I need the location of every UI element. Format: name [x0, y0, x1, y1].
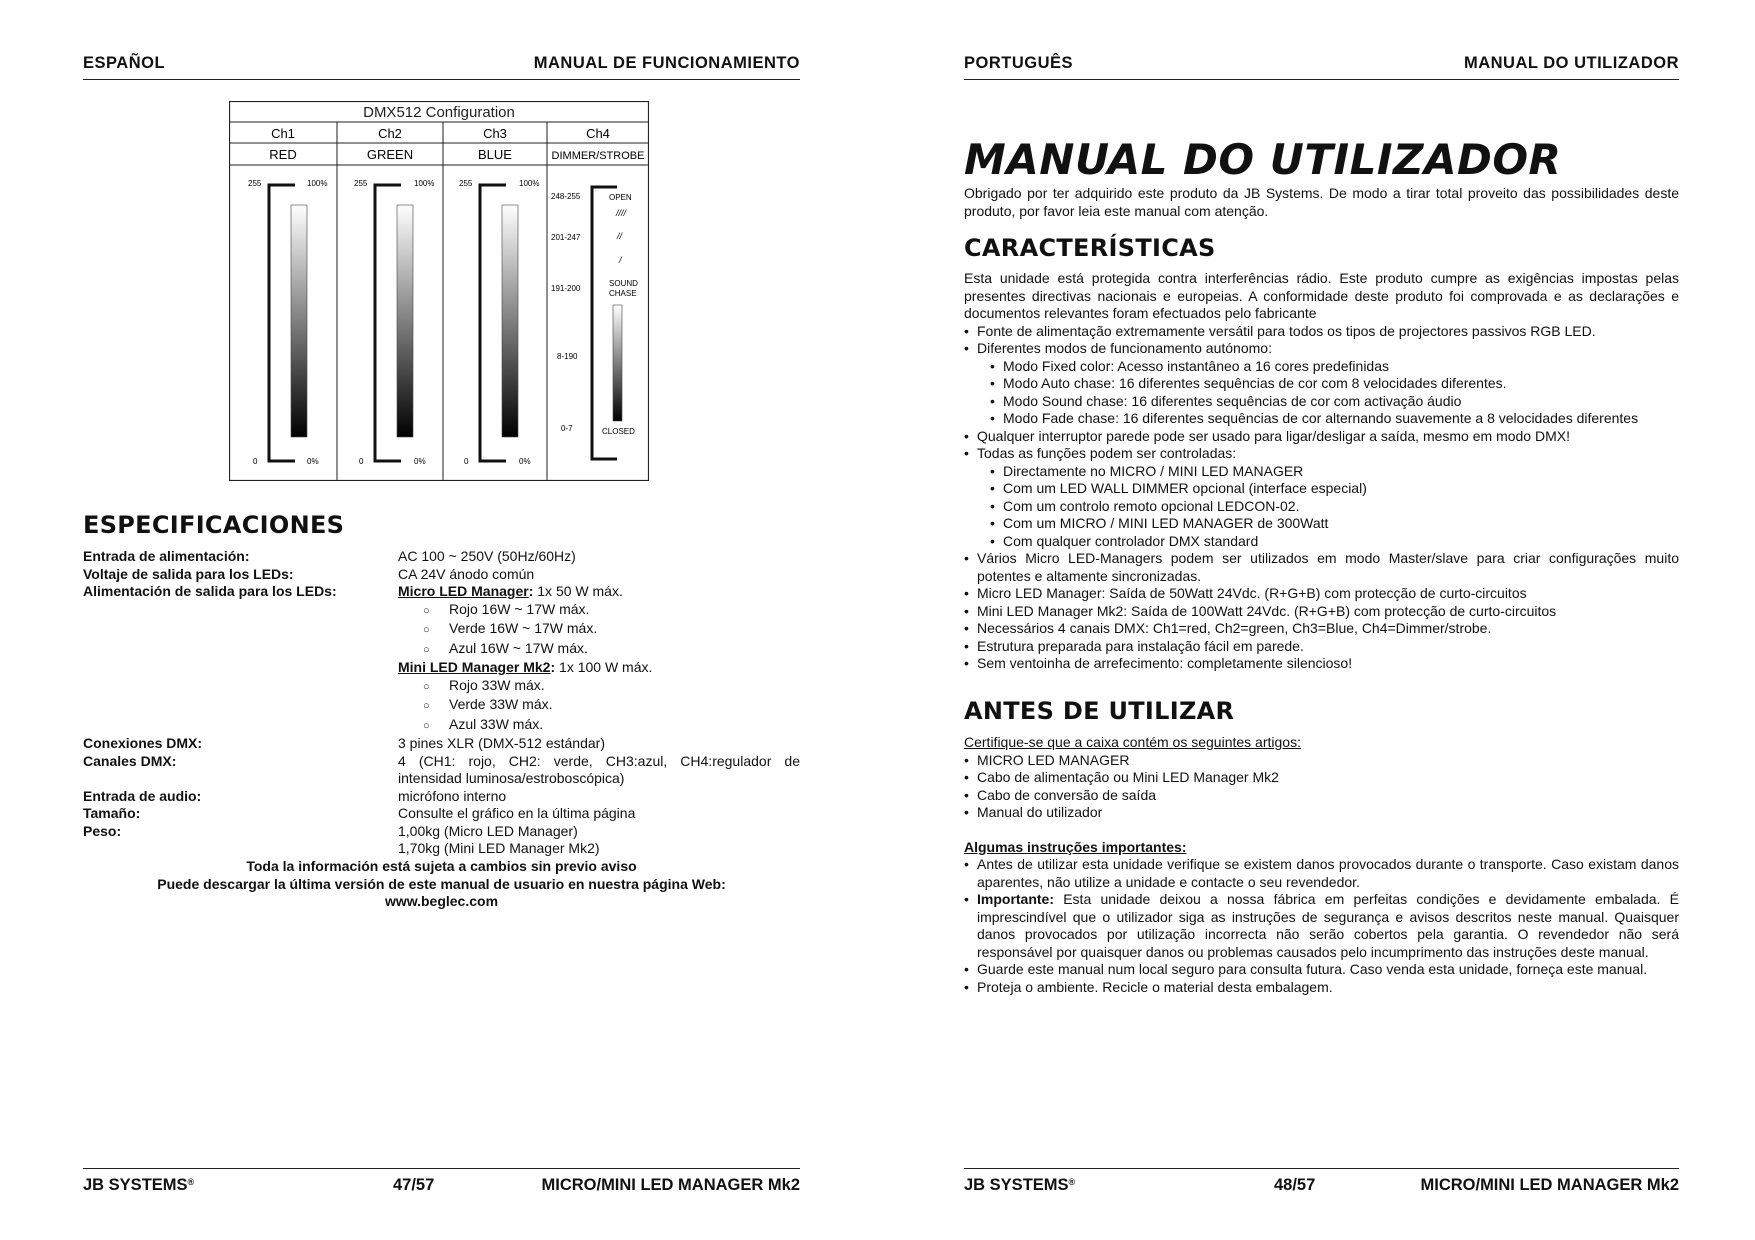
list-item: • Modo Auto chase: 16 diferentes sequências de cor com 8 velocidades diferentes. — [990, 375, 1679, 393]
mini-sublist-item: ○ Azul 33W máx. — [423, 715, 544, 732]
list-item: • Com qualquer controlador DMX standard — [990, 533, 1679, 551]
svg-text:0%: 0% — [307, 457, 319, 466]
page-header — [83, 55, 800, 80]
page-footer: JB SYSTEMS® 48/57 MICRO/MINI LED MANAGER Mk2 — [964, 1168, 1679, 1201]
features-title: CARACTERÍSTICAS — [964, 234, 1216, 262]
control-list — [964, 463, 1679, 551]
footer-product: MICRO/MINI LED MANAGER Mk2 — [541, 1176, 800, 1194]
svg-text:201-247: 201-247 — [551, 233, 581, 242]
dmx-ch4: Ch4 — [586, 126, 610, 141]
svg-text:////: //// — [616, 208, 627, 218]
svg-text:/: / — [619, 255, 622, 265]
svg-text:0: 0 — [253, 457, 258, 466]
ch1-fader — [248, 179, 327, 466]
list-item: • Cabo de conversão de saída — [964, 787, 1679, 805]
list-item: • Cabo de alimentação ou Mini LED Manager Mk2 — [964, 769, 1679, 787]
dmx-config-diagram — [229, 101, 649, 481]
micro-sublist-item: ○ Verde 16W ~ 17W máx. — [423, 620, 598, 636]
list-item: • Com um MICRO / MINI LED MANAGER de 300Watt — [990, 515, 1679, 533]
svg-text:255: 255 — [248, 179, 262, 188]
spec-row: Voltaje de salida para los LEDs: CA 24V ánodo común — [83, 565, 535, 582]
page-header — [964, 55, 1679, 80]
spec-row: Entrada de audio: micrófono interno — [83, 787, 507, 804]
dmx-color-blue: BLUE — [478, 147, 512, 162]
left-page — [83, 0, 800, 1240]
notice: Toda la información está sujeta a cambios sin previo aviso Puede descargar la última versión de este manual de usuario en nuestra página Web: www.beglec.com — [83, 858, 800, 911]
mini-sublist-item: ○ Verde 33W máx. — [423, 696, 553, 712]
document-title: MANUAL DO UTILIZADOR — [964, 135, 1562, 184]
footer-brand: JB SYSTEMS — [83, 1176, 188, 1194]
svg-text:0-7: 0-7 — [561, 424, 573, 433]
svg-text:191-200: 191-200 — [551, 284, 581, 293]
footer-product: MICRO/MINI LED MANAGER Mk2 — [1420, 1176, 1679, 1194]
page-footer: JB SYSTEMS® 47/57 MICRO/MINI LED MANAGER Mk2 — [83, 1168, 800, 1201]
list-item: • Sem ventoinha de arrefecimento: completamente silencioso! — [964, 655, 1679, 673]
header-language: PORTUGUÊS — [964, 54, 1074, 72]
list-item: • Diferentes modos de funcionamento autónomo: — [964, 340, 1679, 358]
svg-text:100%: 100% — [414, 179, 435, 188]
list-item: • Vários Micro LED-Managers podem ser utilizados em modo Master/slave para criar configurações muito potentes e altamente sincronizadas. — [964, 550, 1679, 585]
svg-text:CHASE: CHASE — [609, 289, 637, 298]
features-intro: Esta unidade está protegida contra interferências rádio. Este produto cumpre as exigências impostas pelas presentes directivas nacionais e europeias. A conformidade deste produto foi comprovada e as declarações e documentos relevantes foram efectuados pelo fabricante — [964, 270, 1679, 321]
list-item: • Proteja o ambiente. Recicle o material desta embalagem. — [964, 979, 1679, 997]
list-item: • Estrutura preparada para instalação fácil em parede. — [964, 638, 1679, 656]
website-link[interactable]: www.beglec.com — [384, 893, 499, 909]
list-item: • Fonte de alimentação extremamente versátil para todos os tipos de projectores passivos RGB LED. — [964, 323, 1679, 341]
header-language: ESPAÑOL — [83, 54, 166, 72]
before-use-section — [964, 734, 1679, 996]
page-number: 47/57 — [393, 1176, 435, 1194]
intro-paragraph: Obrigado por ter adquirido este produto da JB Systems. De modo a tirar total proveito das possibilidades deste produto, por favor leia este manual com atenção. — [964, 185, 1679, 219]
page-number: 48/57 — [1274, 1176, 1316, 1194]
spec-row: Peso: 1,00kg (Micro LED Manager) — [83, 822, 578, 839]
right-page — [964, 0, 1679, 1240]
box-check-heading: Certifique-se que a caixa contém os seguintes artigos: — [964, 734, 1301, 750]
header-title: MANUAL DO UTILIZADOR — [1463, 54, 1679, 72]
specs-title: ESPECIFICACIONES — [83, 511, 345, 539]
list-item: • MICRO LED MANAGER — [964, 752, 1679, 770]
list-item: • Directamente no MICRO / MINI LED MANAGER — [990, 463, 1679, 481]
list-item: • Modo Fixed color: Acesso instantâneo a 16 cores predefinidas — [990, 358, 1679, 376]
list-item: • Necessários 4 canais DMX: Ch1=red, Ch2=green, Ch3=Blue, Ch4=Dimmer/strobe. — [964, 620, 1679, 638]
ch3-fader — [459, 179, 539, 466]
svg-text:CLOSED: CLOSED — [602, 427, 635, 436]
list-item: • Com um LED WALL DIMMER opcional (interface especial) — [990, 480, 1679, 498]
features-section — [964, 270, 1679, 673]
list-item: • Antes de utilizar esta unidade verifique se existem danos provocados durante o transporte. Caso existam danos aparentes, não utilize a unidade e contacte o seu revendedor. — [964, 856, 1679, 891]
spec-row: Entrada de alimentación: AC 100 ~ 250V (50Hz/60Hz) — [83, 548, 576, 564]
dmx-color-red: RED — [269, 147, 297, 162]
modes-list — [964, 358, 1679, 428]
svg-text:SOUND: SOUND — [609, 279, 638, 288]
svg-text:100%: 100% — [519, 179, 540, 188]
svg-text://: // — [617, 231, 623, 241]
list-item: • Mini LED Manager Mk2: Saída de 100Watt 24Vdc. (R+G+B) com protecção de curto-circuitos — [964, 603, 1679, 621]
features-list — [964, 323, 1679, 358]
before-use-title: ANTES DE UTILIZAR — [964, 697, 1235, 725]
dmx-title: DMX512 Configuration — [363, 104, 515, 121]
dmx-ch1: Ch1 — [271, 126, 295, 141]
list-item: • Guarde este manual num local seguro para consulta futura. Caso venda esta unidade, forneça este manual. — [964, 961, 1679, 979]
list-item: • Importante: Esta unidade deixou a nossa fábrica em perfeitas condições e devidamente embalada. É imprescindível que o utilizador siga as instruções de segurança e avisos descritos neste manual. Quaisquer danos provocados por utilização incorrecta não serão cobertos pela garantia. O revendedor não será responsável por quaisquer danos ou problemas causados pelo incumprimento das instruções deste manual. — [964, 891, 1679, 961]
dmx-ch3: Ch3 — [483, 126, 507, 141]
list-item: • Modo Fade chase: 16 diferentes sequências de cor alternando suavemente a 8 velocidades diferentes — [990, 410, 1679, 428]
dmx-color-green: GREEN — [366, 147, 414, 162]
list-item: • Qualquer interruptor parede pode ser usado para ligar/desligar a saída, mesmo em modo DMX! — [964, 428, 1679, 446]
dmx-color-dimmer: DIMMER/STROBE — [551, 150, 645, 162]
svg-text:248-255: 248-255 — [551, 192, 581, 201]
ch2-fader — [354, 179, 434, 466]
instructions-list — [964, 856, 1679, 996]
list-item: • Micro LED Manager: Saída de 50Watt 24Vdc. (R+G+B) com protecção de curto-circuitos — [964, 585, 1679, 603]
svg-text:100%: 100% — [307, 179, 328, 188]
svg-text:0%: 0% — [414, 457, 426, 466]
svg-text:255: 255 — [459, 179, 473, 188]
spec-row: Alimentación de salida para los LEDs: Micro LED Manager: 1x 50 W máx. — [83, 583, 623, 599]
micro-sublist-item: ○ Rojo 16W ~ 17W máx. — [423, 600, 590, 617]
svg-text:8-190: 8-190 — [557, 352, 578, 361]
svg-text:0%: 0% — [519, 457, 531, 466]
box-contents-list — [964, 752, 1679, 822]
list-item: • Modo Sound chase: 16 diferentes sequências de cor com activação áudio — [990, 393, 1679, 411]
list-item: • Com um controlo remoto opcional LEDCON-02. — [990, 498, 1679, 516]
svg-text:0: 0 — [464, 457, 469, 466]
ch4-fader — [551, 187, 638, 459]
list-item: • Todas as funções podem ser controladas: — [964, 445, 1679, 463]
dmx-ch2: Ch2 — [378, 126, 402, 141]
spec-row: Canales DMX: 4 (CH1: rojo, CH2: verde, CH3:azul, CH4:regulador de intensidad luminosa/estroboscópica) — [83, 752, 800, 786]
micro-sublist-item: ○ Azul 16W ~ 17W máx. — [423, 639, 588, 656]
specs-table: Entrada de alimentación: AC 100 ~ 250V (50Hz/60Hz) Voltaje de salida para los LEDs: CA 24V ánodo común Alimentación de salida para los LEDs: Micro LED Manager: 1x 50 W máx. ○ Rojo 16W ~ 17W máx. ○ Verde 16W ~ 17W máx. ○ Azul 16W ~ 17W máx. Mini LED Manager Mk2: 1x 100 W máx. ○ Rojo 33W máx. ○ Verde 33W máx. ○ Azul 33W máx. Conexiones DMX: 3 pines XLR (DMX-512 estándar) Canales DMX: 4 (CH1: rojo, CH2: verde, CH3:azul, CH4:regulador de intensidad luminosa/estroboscópica) Entrada de audio: micrófono interno Tamaño: Consulte el gráfico en la última página Peso: 1,00kg (Micro LED Manager) 1,70kg (Mini LED Manager Mk2) — [83, 548, 800, 856]
spec-row: Conexiones DMX: 3 pines XLR (DMX-512 estándar) — [83, 735, 605, 751]
svg-text:0: 0 — [359, 457, 364, 466]
svg-text:OPEN: OPEN — [609, 193, 632, 202]
important-heading: Algumas instruções importantes: — [964, 838, 1187, 855]
list-item: • Manual do utilizador — [964, 804, 1679, 822]
header-title: MANUAL DE FUNCIONAMIENTO — [533, 54, 800, 72]
mini-sublist-item: ○ Rojo 33W máx. — [423, 676, 545, 693]
footer-brand: JB SYSTEMS — [964, 1176, 1069, 1194]
spec-row: Tamaño: Consulte el gráfico en la última página — [83, 805, 636, 821]
svg-text:255: 255 — [354, 179, 368, 188]
